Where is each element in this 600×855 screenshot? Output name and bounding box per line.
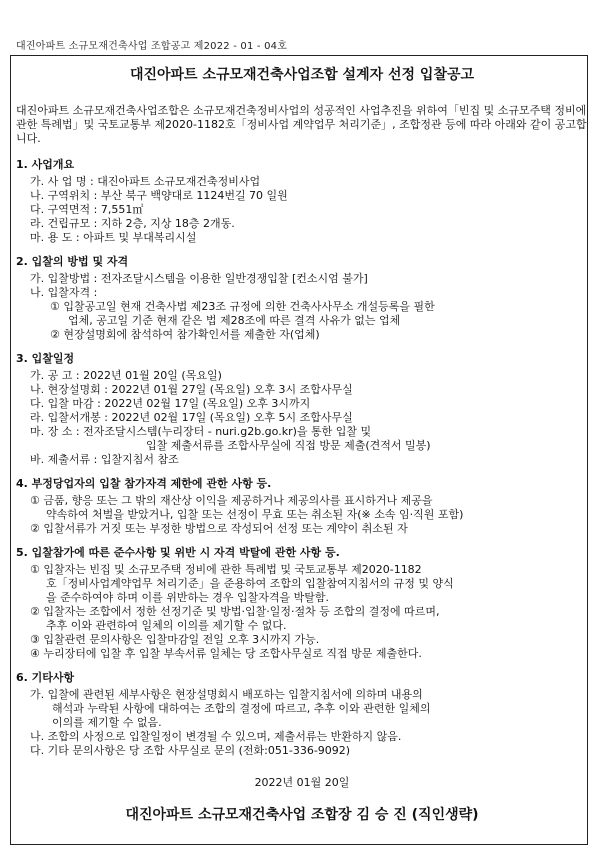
other-item-3: 다. 기타 문의사항은 당 조합 사무실로 문의 (전화:051-336-9092) bbox=[30, 744, 351, 757]
restriction-item-2: ② 입찰서류가 거짓 또는 부정한 방법으로 작성되어 선정 또는 계약이 취소된 자 bbox=[30, 522, 408, 535]
other-item-2: 나. 조합의 사정으로 입찰일정이 변경될 수 있으며, 제출서류는 반환하지 않음. bbox=[30, 730, 402, 743]
notice-reference-number: 대진아파트 소규모재건축사업 조합공고 제2022 - 01 - 04호 bbox=[16, 41, 288, 52]
compliance-item-2: ② 입찰자는 조합에서 정한 선정기준 및 방법·입찰·일정·절차 등 조합의 결정에 따르며, bbox=[30, 605, 440, 618]
section-title: 1. 사업개요 bbox=[16, 158, 75, 171]
qualification-item-1-cont: 업체, 공고일 기준 현재 같은 법 제28조에 따른 결격 사유가 없는 업체 bbox=[68, 314, 401, 327]
notice-date: 2022년 01월 20일 bbox=[254, 776, 350, 789]
overview-area: 다. 구역면적 : 7,551㎡ bbox=[30, 203, 144, 216]
compliance-item-1-cont2: 을 준수하여야 하며 이를 위반하는 경우 입찰자격을 박탈함. bbox=[46, 591, 329, 604]
schedule-notice: 가. 공 고 : 2022년 01월 20일 (목요일) bbox=[30, 369, 222, 382]
bid-qualification: 나. 입찰자격 : bbox=[30, 286, 98, 299]
notice-intro: 대진아파트 소규모재건축사업조합은 소규모재건축정비사업의 성공적인 사업추진을 위하여「빈집 및 소규모주택 정비에 관한 특례법」및 국토교통부 제2020-1182호「정비사업 계약업무 처리기준」, 조합정관 등에 따라 아래와 같이 공고합니다. bbox=[16, 104, 587, 145]
notice-content bbox=[16, 62, 588, 822]
notice-title: 대진아파트 소규모재건축사업조합 설계자 선정 입찰공고 bbox=[129, 67, 475, 83]
compliance-item-2-cont: 추후 이와 관련하여 일체의 이의를 제기할 수 없다. bbox=[46, 619, 287, 632]
issuer-signature: 대진아파트 소규모재건축사업 조합장 김 승 진 (직인생략) bbox=[125, 807, 479, 823]
overview-usage: 마. 용 도 : 아파트 및 부대복리시설 bbox=[30, 231, 197, 244]
qualification-item-2: ② 현장설명회에 참석하여 참가확인서를 제출한 자(업체) bbox=[50, 328, 320, 341]
schedule-place: 마. 장 소 : 전자조달시스템(누리장터 - nuri.g2b.go.kr)을 통한 입찰 및 bbox=[30, 425, 372, 438]
compliance-item-1-cont: 호「정비사업계약업무 처리기준」을 준용하여 조합의 입찰참여지침서의 규정 및 양식 bbox=[46, 577, 454, 590]
other-item-1: 가. 입찰에 관련된 세부사항은 현장설명회시 배포하는 입찰지침서에 의하며 내용의 bbox=[30, 688, 423, 701]
section-title: 2. 입찰의 방법 및 자격 bbox=[16, 255, 129, 268]
qualification-item-1: ① 입찰공고일 현재 건축사법 제23조 규정에 의한 건축사사무소 개설등록을 필한 bbox=[50, 300, 435, 313]
section-title: 4. 부정당업자의 입찰 참가자격 제한에 관한 사항 등. bbox=[16, 477, 272, 490]
section-schedule bbox=[16, 352, 588, 467]
section-compliance bbox=[16, 546, 588, 661]
overview-project-name: 가. 사 업 명 : 대진아파트 소규모재건축정비사업 bbox=[30, 175, 261, 188]
restriction-item-1-cont: 약속하여 처벌을 받았거나, 입찰 또는 선정이 무효 또는 취소된 자(※ 소속 임·직원 포함) bbox=[46, 508, 464, 521]
section-restrictions bbox=[16, 477, 588, 536]
restriction-item-1: ① 금품, 향응 또는 그 밖의 재산상 이익을 제공하거나 제공의사를 표시하거나 제공을 bbox=[30, 494, 433, 507]
section-title: 5. 입찰참가에 따른 준수사항 및 위반 시 자격 박탈에 관한 사항 등. bbox=[16, 546, 340, 559]
overview-location: 나. 구역위치 : 부산 북구 백양대로 1124번길 70 일원 bbox=[30, 189, 288, 202]
overview-scale: 라. 건립규모 : 지하 2층, 지상 18층 2개동. bbox=[30, 217, 235, 230]
compliance-item-3: ③ 입찰관련 문의사항은 입찰마감일 전일 오후 3시까지 가능. bbox=[30, 633, 320, 646]
schedule-deadline: 다. 입찰 마감 : 2022년 02월 17일 (목요일) 오후 3시까지 bbox=[30, 397, 311, 410]
bid-method: 가. 입찰방법 : 전자조달시스템을 이용한 일반경쟁입찰 [컨소시엄 불가] bbox=[30, 272, 368, 285]
other-item-1-cont: 해석과 누락된 사항에 대하여는 조합의 결정에 따르고, 추후 이와 관련한 일체의 bbox=[52, 702, 431, 715]
other-item-1-cont2: 이의를 제기할 수 없음. bbox=[52, 716, 162, 729]
schedule-briefing: 나. 현장설명회 : 2022년 01월 27일 (목요일) 오후 3시 조합사무실 bbox=[30, 383, 353, 396]
section-other bbox=[16, 671, 588, 758]
section-bid-method bbox=[16, 255, 588, 342]
schedule-opening: 라. 입찰서개봉 : 2022년 02월 17일 (목요일) 오후 5시 조합사무실 bbox=[30, 411, 353, 424]
section-title: 6. 기타사항 bbox=[16, 671, 75, 684]
schedule-place-cont: 입찰 제출서류를 조합사무실에 직접 방문 제출(견적서 밀봉) bbox=[146, 439, 431, 452]
compliance-item-4: ④ 누리장터에 입찰 후 입찰 부속서류 일체는 당 조합사무실로 직접 방문 제출한다. bbox=[30, 647, 422, 660]
schedule-documents: 바. 제출서류 : 입찰지침서 참조 bbox=[30, 453, 179, 466]
section-title: 3. 입찰일정 bbox=[16, 352, 75, 365]
section-business-overview bbox=[16, 158, 588, 245]
compliance-item-1: ① 입찰자는 빈집 및 소규모주택 정비에 관한 특례법 및 국토교통부 제2020-1182 bbox=[30, 563, 422, 576]
